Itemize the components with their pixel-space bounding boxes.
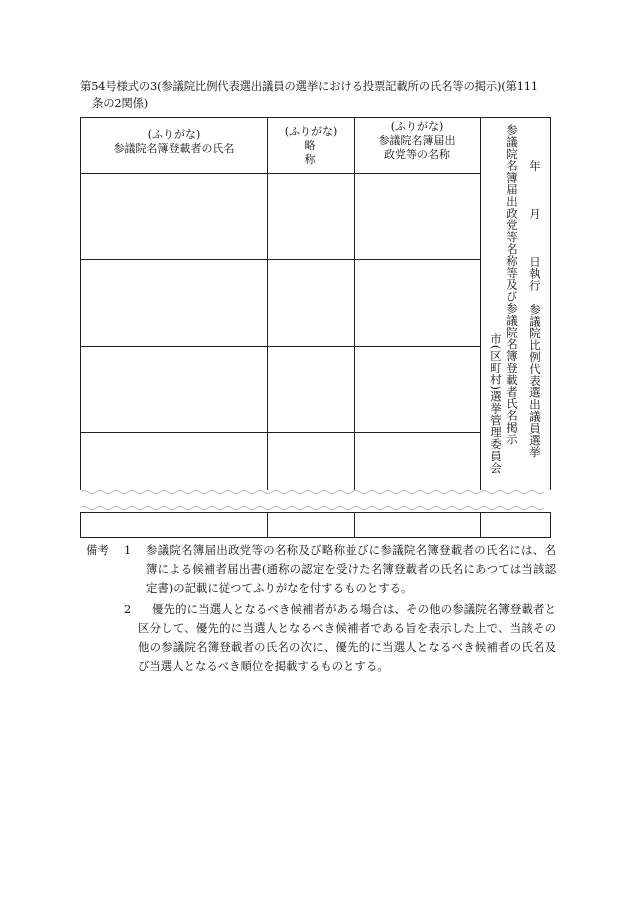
header-party-furigana: (ふりがな)	[390, 120, 444, 133]
header-party-label-1: 参議院名簿届出	[378, 134, 456, 147]
header-name	[80, 128, 268, 156]
vertical-caption: 参議院名簿届出政党等名称等及び参議院名簿登載者氏名掲示	[505, 124, 519, 446]
header-abbrev-label: 略称	[304, 139, 346, 166]
date-year: 年	[528, 160, 542, 172]
remarks-label: 備考	[86, 543, 109, 557]
remark-number: 2	[124, 602, 132, 616]
remark-item-2	[86, 600, 556, 676]
date-rest: 日執行 参議院比例代表選出議員選挙	[528, 255, 542, 459]
remarks	[86, 541, 556, 676]
header-name-label: 参議院名簿登載者の氏名	[113, 142, 235, 155]
remark-text: 優先的に当選人となるべき候補者がある場合は、その他の参議院名簿登載者と区分して、優先的に当選人となるべき候補者である旨を表示した上で、当該その他の参議院名簿登載者の氏名の次に、優先的に当選人となるべき候補者の氏名及び当選人となるべき順位を掲載するものとする。	[138, 602, 556, 673]
date-month: 月	[528, 207, 542, 220]
remark-text: 参議院名簿届出政党等の名称及び略称並びに参議院名簿登載者の氏名には、名簿による候補者届出書(通称の認定を受けた名簿登載者の氏名にあつては当該認定書)の記載に従つてふりがなを付するものとする。	[146, 543, 556, 595]
header-abbrev-furigana: (ふりがな)	[284, 125, 338, 138]
form-title-line2: 条の2関係)	[92, 96, 149, 110]
header-party	[354, 120, 480, 162]
remark-item-1	[86, 541, 556, 598]
header-name-furigana: (ふりがな)	[147, 128, 201, 141]
vertical-election-date	[528, 160, 542, 458]
remark-number: 1	[124, 543, 132, 557]
vertical-committee: 市(区町村)選挙管理委員会	[489, 333, 503, 474]
form-title-line1: 第54号様式の3(参議院比例代表選出議員の選挙における投票記載所の氏名等の掲示)(第111	[80, 79, 538, 93]
header-party-label-2: 政党等の名称	[384, 148, 450, 161]
header-abbrev	[268, 125, 354, 167]
